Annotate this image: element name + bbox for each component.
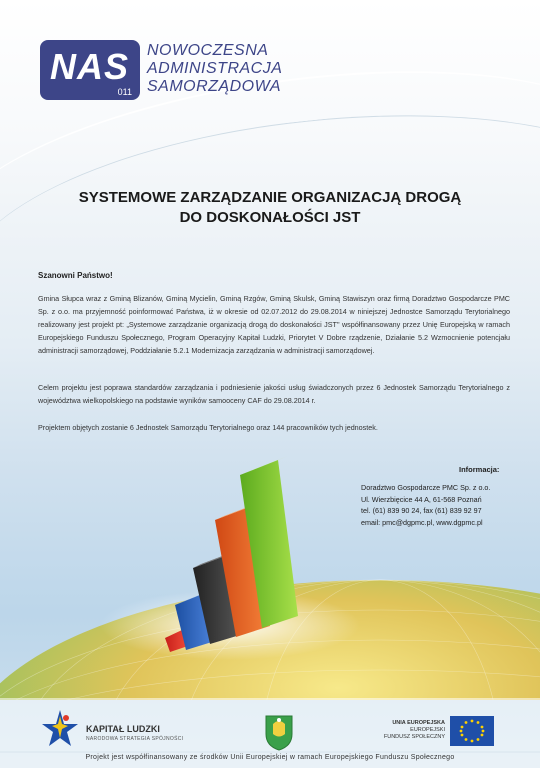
- eu-line: EUROPEJSKI: [410, 727, 445, 733]
- eu-line: FUNDUSZ SPOŁECZNY: [383, 734, 445, 740]
- logo-badge-number: 011: [117, 87, 132, 97]
- logo-line: NOWOCZESNA: [147, 42, 269, 59]
- contact-line: Doradztwo Gospodarcze PMC Sp. z o.o.: [361, 483, 491, 492]
- kapital-ludzki-subtitle: NARODOWA STRATEGIA SPÓJNOŚCI: [86, 736, 184, 742]
- logo-badge-text: NAS: [50, 46, 130, 87]
- logo-line: ADMINISTRACJA: [147, 60, 283, 77]
- title-line: DO DOSKONAŁOŚCI JST: [179, 209, 361, 226]
- title-line: SYSTEMOWE ZARZĄDZANIE ORGANIZACJĄ DROGĄ: [78, 189, 462, 206]
- contact-line: email: pmc@dgpmc.pl, www.dgpmc.pl: [361, 517, 483, 527]
- paragraph: Celem projektu jest poprawa standardów zarządzania i podniesienie jakości usług świadczonych przez 6 Jednostek Samorządu Terytorialnego z województwa wielkopolskiego na podstawie wyników samooceny CAF do 29.08.2014 r.: [38, 383, 510, 405]
- paragraph: Projektem objętych zostanie 6 Jednostek Samorządu Terytorialnego oraz 144 pracowników tych jednostek.: [38, 423, 378, 432]
- info-heading: Informacja:: [459, 465, 500, 474]
- bar-stack: [165, 456, 298, 652]
- logo-line: SAMORZĄDOWA: [147, 78, 282, 95]
- contact-line: tel. (61) 839 90 24, fax (61) 839 92 97: [361, 506, 482, 515]
- logo-wordmark: [147, 42, 282, 96]
- nas-logo: [40, 40, 140, 100]
- page-title: [0, 188, 540, 228]
- coat-of-arms-icon: [266, 716, 292, 750]
- contact-info: [361, 482, 490, 528]
- eu-fund-label: [383, 720, 445, 741]
- eu-flag-icon: [450, 716, 494, 746]
- cofinancing-caption: Projekt jest współfinansowany ze środków Unii Europejskiej w ramach Europejskiego Funduszu Społecznego: [85, 754, 455, 761]
- kapital-ludzki-name: KAPITAŁ LUDZKI: [86, 724, 160, 734]
- greeting: Szanowni Państwo!: [38, 271, 113, 280]
- paragraph: Gmina Słupca wraz z Gminą Blizanów, Gminą Mycielin, Gminą Rzgów, Gminą Skulsk, Gminą Stawiszyn oraz firmą Doradztwo Gospodarcze PMC Sp. z o.o. ma przyjemność poinformować Państwa, iż w okresie od 02.07.2012 do 29.08.2014 w niniejszej Jednostce Samorządu Terytorialnego realizowany jest projekt pt: „Systemowe zarządzanie organizacją drogą do doskonałości JST" współfinansowany przez Unię Europejską w ramach Europejskiego Funduszu Społecznego, Program Operacyjny Kapitał Ludzki, Priorytet V Dobre rządzenie, Działanie 5.2 Wzmocnienie potencjału administracji samorządowej, Poddziałanie 5.2.1 Modernizacja zarządzania w administracji samorządowej.: [38, 294, 510, 355]
- contact-line: Ul. Wierzbięcice 44 A, 61-568 Poznań: [361, 494, 482, 504]
- eu-line: UNIA EUROPEJSKA: [392, 720, 445, 726]
